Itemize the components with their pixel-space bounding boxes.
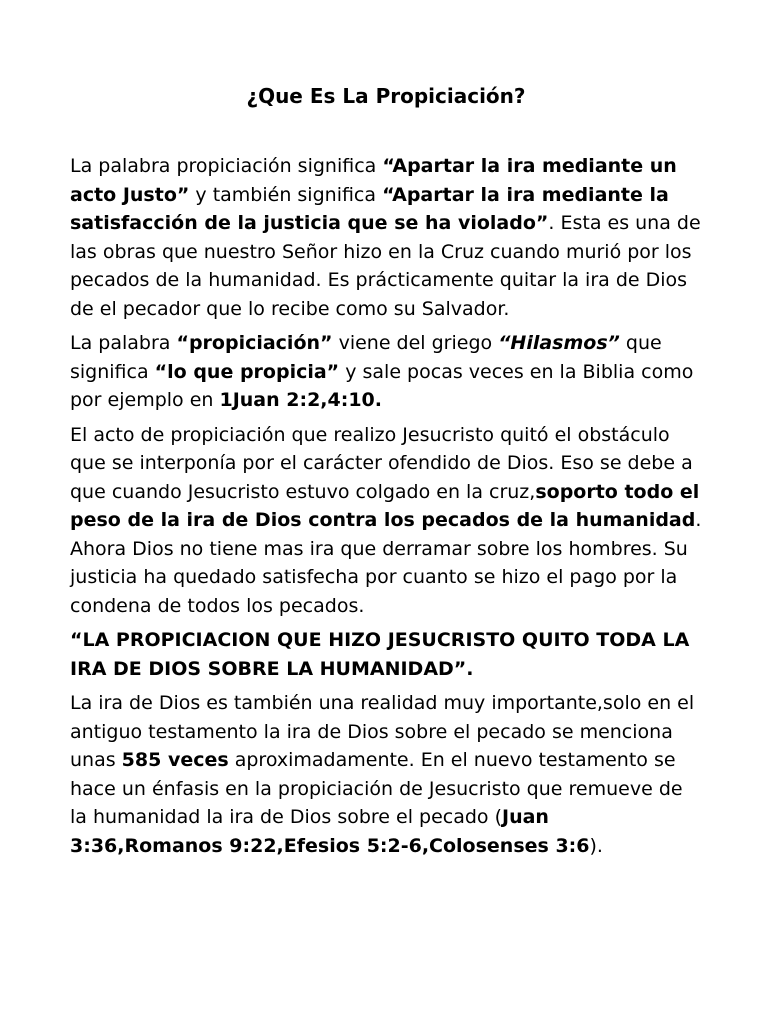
bold-text: Juan 3:36,Romanos 9:22,Efesios 5:2-6,Colosenses 3:6 <box>70 806 590 857</box>
bold-text: 1Juan 2:2,4:10. <box>219 389 382 411</box>
text-run: . Esta es una de las obras que nuestro Señor hizo en la Cruz cuando murió por los pecados de la humanidad. Es prácticamente quitar la ira de Dios de el pecador que lo recibe como su Salvador. <box>70 212 701 320</box>
text-run: viene del griego <box>332 332 499 354</box>
bold-text: “LA PROPICIACION QUE HIZO JESUCRISTO QUITO TODA LA IRA DE DIOS SOBRE LA HUMANIDAD”. <box>70 629 690 680</box>
text-run: ). <box>589 834 603 857</box>
paragraph <box>70 421 702 621</box>
text-run: aproximadamente. En el nuevo testamento se hace un énfasis en la propiciación de Jesucristo que remueve de la humanidad la ira de Dios sobre el pecado ( <box>70 749 683 828</box>
paragraph <box>70 329 702 415</box>
bold-text: “lo que propicia” <box>154 360 340 383</box>
bold-text: “propiciación” <box>176 332 333 354</box>
paragraph <box>70 152 702 323</box>
text-run: El acto de propiciación que realizo Jesucristo quitó el obstáculo que se interponía por el carácter ofendido de Dios. Eso se debe a que cuando Jesucristo estuvo colgado en la cruz, <box>70 423 693 503</box>
text-run: y también significa <box>189 183 383 206</box>
text-run: . Ahora Dios no tiene mas ira que derramar sobre los hombres. Su justicia ha quedado satisfecha por cuanto se hizo el pago por la condena de todos los pecados. <box>70 509 702 617</box>
bold-italic-text: “Hilasmos” <box>498 332 620 354</box>
bold-text: “Apartar la ira mediante un acto Justo” <box>70 155 677 206</box>
text-run: y sale pocas veces en la Biblia como por ejemplo en <box>70 360 694 411</box>
bold-text: soporto todo el peso de la ira de Dios contra los pecados de la humanidad <box>70 480 700 531</box>
bold-text: 585 veces <box>121 749 229 771</box>
paragraph <box>70 689 702 860</box>
paragraph <box>70 626 702 683</box>
text-run: que significa <box>70 332 662 383</box>
page-title: ¿Que Es La Propiciación? <box>246 84 526 108</box>
bold-text: “Apartar la ira mediante la satisfacción de la justicia que se ha violado” <box>70 183 669 234</box>
text-run: La palabra propiciación significa <box>70 155 383 177</box>
text-run: La ira de Dios es también una realidad muy importante,solo en el antiguo testamento la ira de Dios sobre el pecado se menciona unas <box>70 692 695 771</box>
text-run: La palabra <box>70 332 177 354</box>
document-body <box>70 152 702 860</box>
